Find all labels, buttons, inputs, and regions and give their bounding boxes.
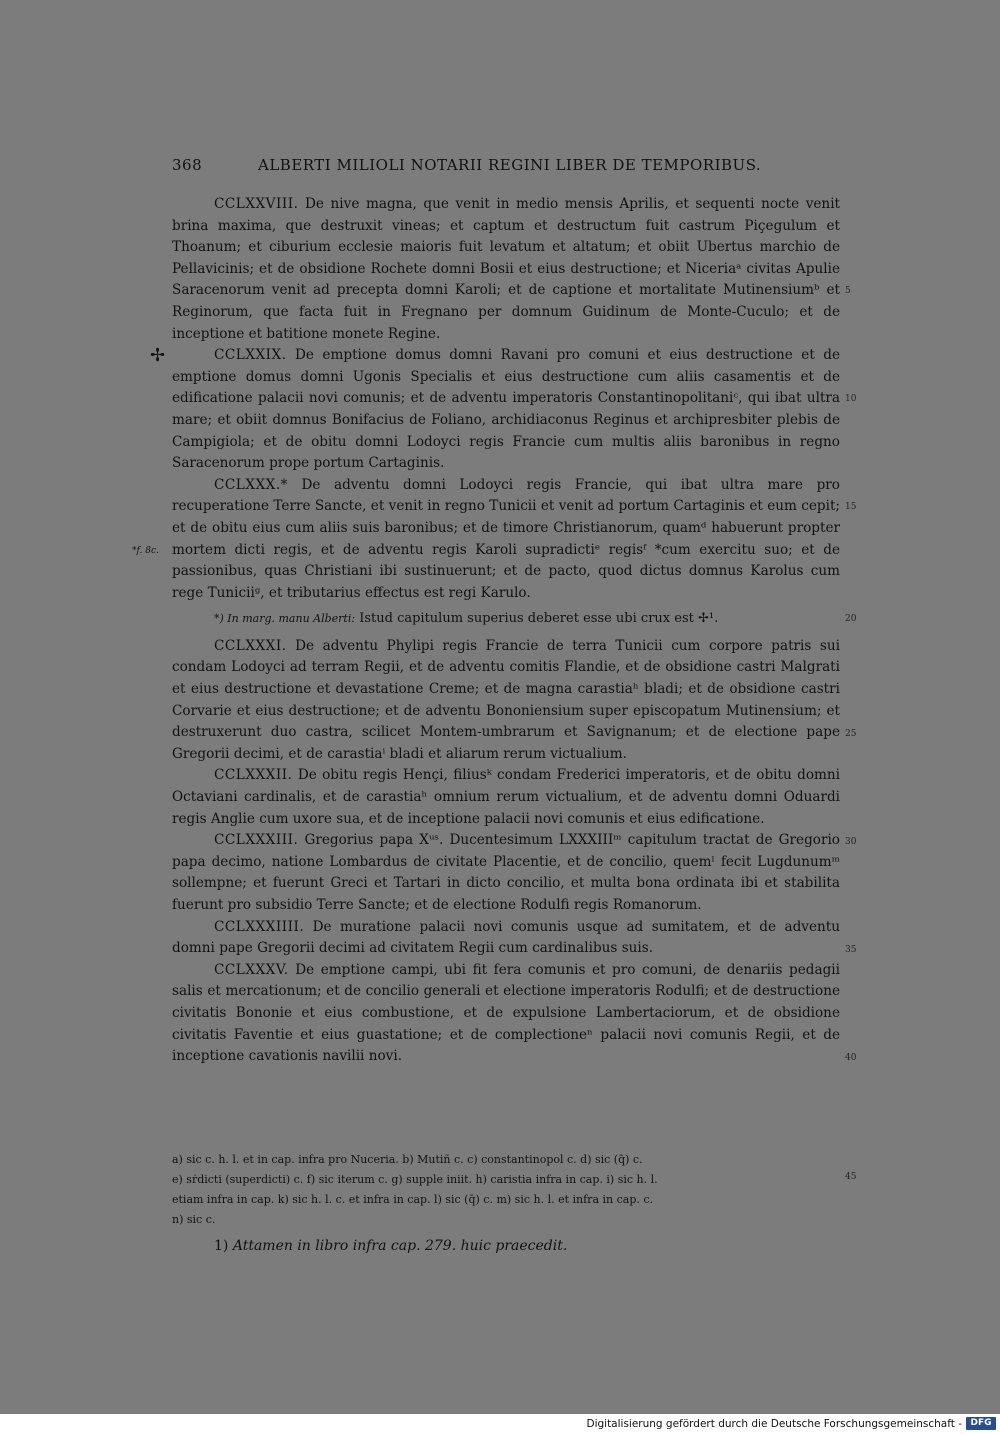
folio-marginal-mark: *f. 8c. [132,546,159,556]
chapter-number: CCLXXVIII. [214,196,299,212]
apparatus-line: etiam infra in cap. k) sic h. l. c. et infra in cap. l) sic (q̄) c. m) sic h. l. et infra in cap. c. [172,1193,654,1206]
funding-footer [0,1414,1000,1434]
apparatus-line: e) sṙdicti (superdicti) c. f) sic iterum c. g) supple iniit. h) caristia infra in cap. i) sic h. l. [172,1173,658,1186]
line-number: 30 [845,837,857,847]
chapter-text: De emptione domus domni Ravani pro comuni et eius destructione et de emptione domus domni Ugonis Specialis et eius destructione cum aliis casamentis et de edificatione palacii novi comunis; et de adventu imperatoris Constantinopolitaniᶜ, qui ibat ultra mare; et obiit domnus Bonifacius de Foliano, archidiaconus Reginus et archipresbiter plebis de Campigiola; et de obitu domni Lodoyci regis Francie cum multis aliis baronibus in regno Saracenorum prope portum Cartaginis. [172,347,840,472]
chapter-text: De emptione campi, ubi fit fera comunis et pro comuni, de denariis pedagii salis et mercationum; et de concilio generali et electione imperatoris Rodulfi; et de destructione civitatis Bononie et eius combustione, et de expulsione Lambertaciorum, et de obsidione civitatis Faventie et eius guastatione; et de complectioneⁿ palacii novi comunis Regii, et de inceptione cavationis navilii novi. [172,961,840,1065]
critical-apparatus [172,1150,840,1230]
page-number: 368 [172,156,203,174]
chapter-paragraph [172,960,840,1068]
chapter-text: Gregorius papa Xᵘˢ. Ducentesimum LXXXIIIᵐ capitulum tractat de Gregorio papa decimo, natione Lombardus de civitate Placentie, et de concilio, quemˡ fecit Lugdunumᵐ sollempne; et fuerunt Greci et Tartari in dicto concilio, et multa bona ordinata ibi et stabilita fuerunt pro subsidio Terre Sancte; et de electione Rodulfi regis Romanorum. [172,832,840,913]
line-number: 35 [845,945,857,955]
chapter-number: CCLXXXI. [214,637,287,654]
chapter-number: CCLXXX.* [214,476,288,493]
chapter-paragraph [172,194,840,345]
chapter-paragraph [172,475,840,605]
line-number: 40 [845,1053,857,1063]
footnote-mark: 1) [214,1238,229,1254]
line-number: 5 [845,286,851,296]
line-number: 15 [845,502,857,512]
chapter-paragraph [172,765,840,830]
running-title: ALBERTI MILIOLI NOTARII REGINI LIBER DE TEMPORIBUS. [258,156,762,174]
chapter-number: CCLXXIX. [214,347,287,364]
footnote [214,1238,567,1254]
chapter-paragraph [172,830,840,916]
chapter-number: CCLXXXV. [214,961,289,978]
chapter-paragraph [172,636,840,766]
cross-marginal-mark: ✢ [150,345,166,366]
line-number: 25 [845,729,857,739]
chapter-number: CCLXXXIIII. [214,918,305,935]
chapter-number: CCLXXXII. [214,767,293,784]
chapter-text: De obitu regis Hençi, filiusᵏ condam Frederici imperatoris, et de obitu domni Octaviani cardinalis, et de carastiaʰ omnium rerum victualium, et de adventu domni Oduardi regis Anglie cum uxore sua, et de inceptione palacii novi comunis et eius edificatione. [172,767,840,827]
marginal-note-text: Istud capitulum superius deberet esse ubi crux est ✢¹. [359,611,719,627]
chapter-text: De adventu Phylipi regis Francie de terra Tunicii cum corpore patris sui condam Lodoyci ad terram Regii, et de adventu comitis Flandie, et de obsidione castri Malgrati et eius destructione et devastatione Creme; et de magna carastiaʰ bladi; et de obsidione castri Corvarie et eius destructione; et de adventu Bononiensium super episcopatum Mutinensium; et destruxerunt duo castra, scilicet Montem-umbrarum et Savignanum; et de electione pape Gregorii decimi, et de carastiaⁱ bladi et aliarum rerum victualium. [172,637,840,762]
line-number: 10 [845,394,857,404]
chapter-paragraph [172,345,840,475]
apparatus-line: n) sic c. [172,1213,216,1226]
chapter-text: De nive magna, que venit in medio mensis Aprilis, et sequenti nocte venit brina maxima, que destruxit vineas; et captum et destructum fuit castrum Piçegulum et Thoanum; et ciburium ecclesie maioris fuit levatum et altatum; et obiit Ubertus marchio de Pellavicinis; et de obsidione Rochete domni Bosii et eius destructione; et Niceriaᵃ civitas Apulie Saracenorum venit ad precepta domni Karoli; et de captione et mortalitate Mutinensiumᵇ et Reginorum, que facta fuit in Fregnano per domnum Guidinum de Monte-Cuculo; et de inceptione et batitione monete Regine. [172,196,841,342]
apparatus-line: a) sic c. h. l. et in cap. infra pro Nuceria. b) Mutiñ c. c) constantinopol c. d) sic (q̄) c. [172,1153,643,1166]
footnote-text: Attamen in libro infra cap. 279. huic praecedit. [232,1238,568,1254]
dfg-logo[interactable]: DFG [966,1417,996,1430]
footer-text: Digitalisierung gefördert durch die Deutsche Forschungsgemeinschaft - [586,1418,962,1430]
chapter-text: De muratione palacii novi comunis usque ad sumitatem, et de adventu domni pape Gregorii decimi ad civitatem Regii cum cardinalibus suis. [172,918,840,957]
marginal-note [172,608,840,630]
chapter-text: De adventu domni Lodoyci regis Francie, qui ibat ultra mare pro recuperatione Terre Sancte, et venit in regno Tunicii et venit ad portum Cartaginis et eum cepit; et de obitu eius cum aliis suis baronibus; et de timore Christianorum, quamᵈ habuerunt propter mortem dicti regis, et de adventu regis Karoli supradictiᵉ regisᶠ *cum exercitu suo; et de passionibus, quas Christiani ibi sustinuerunt; et de pacto, quod dictus domnus Karolus cum rege Tuniciiᵍ, et tributarius effectus est regi Karulo. [172,476,840,601]
chapter-number: CCLXXXIII. [214,832,299,849]
chapter-paragraph [172,917,840,960]
line-number: 45 [845,1172,857,1182]
marginal-note-label: *) In marg. manu Alberti: [214,612,356,626]
line-number: 20 [845,614,857,624]
main-text [172,194,840,1068]
